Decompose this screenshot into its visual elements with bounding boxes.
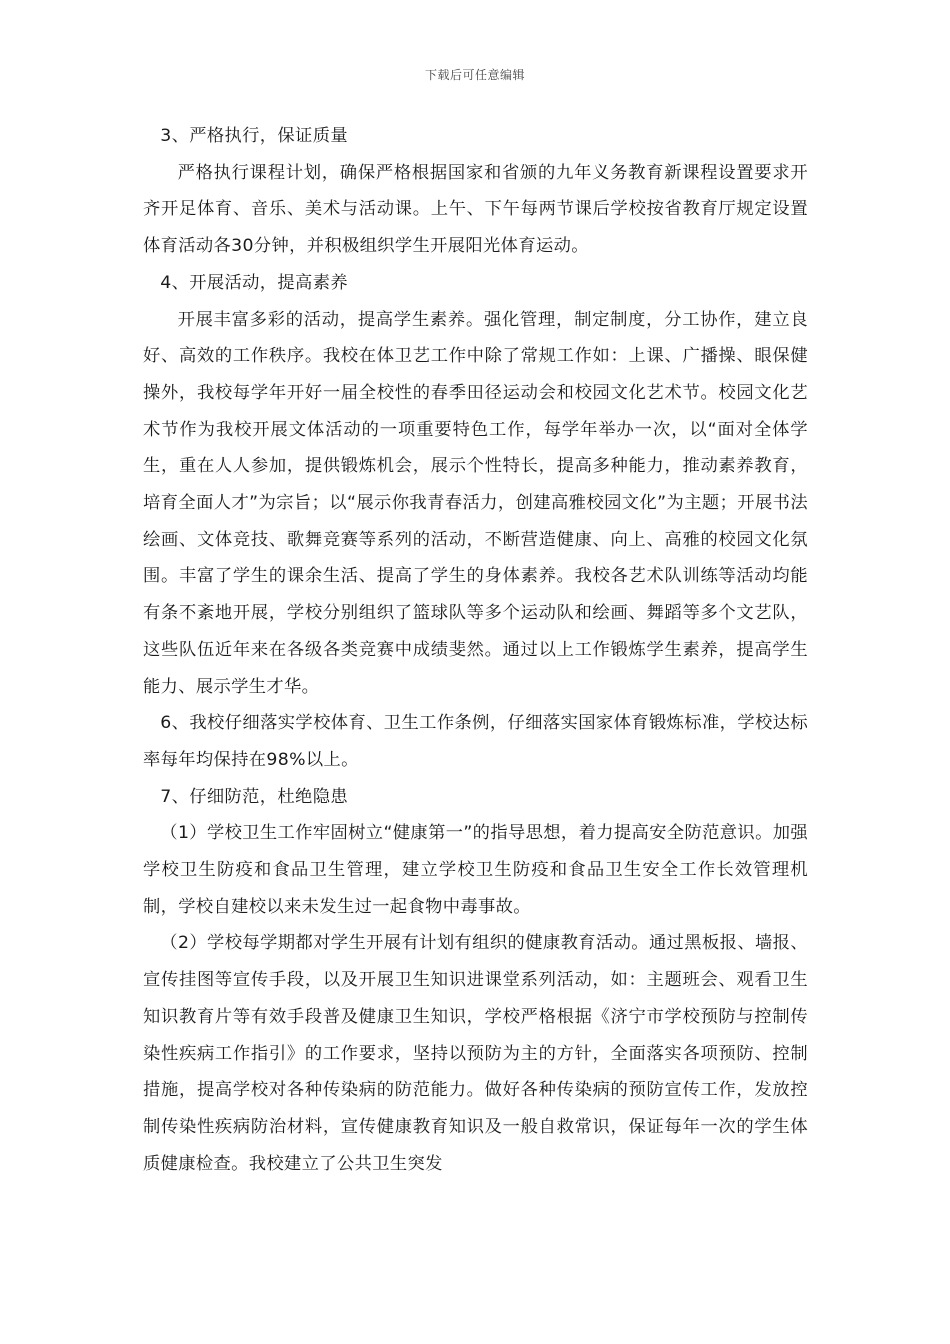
body-paragraph-activities: 开展丰富多彩的活动，提高学生素养。强化管理，制定制度，分工协作，建立良好、高效的工作秩序。我校在体卫艺工作中除了常规工作如：上课、广播操、眼保健操外，我校每学年开好一届全校性的春季田径运动会和校园文化艺术节。校园文化艺术节作为我校开展文体活动的一项重要特色工作，每学年举办一次，以“面对全体学生，重在人人参加，提供锻炼机会，展示个性特长，提高多种能力，推动素养教育，培育全面人才”为宗旨；以“展示你我青春活力，创建高雅校园文化”为主题；开展书法绘画、文体竞技、歌舞竞赛等系列的活动，不断营造健康、向上、高雅的校园文化氛围。丰富了学生的课余生活、提高了学生的身体素养。我校各艺术队训练等活动均能有条不紊地开展，学校分别组织了篮球队等多个运动队和绘画、舞蹈等多个文艺队，这些队伍近年来在各级各类竞赛中成绩斐然。通过以上工作锻炼学生素养，提高学生能力、展示学生才华。 bbox=[143, 309, 808, 697]
sub-paragraph-1: （1）学校卫生工作牢固树立“健康第一”的指导思想，着力提高安全防范意识。加强学校卫生防疫和食品卫生管理，建立学校卫生防疫和食品卫生安全工作长效管理机制，学校自建校以来未发生过一起食物中毒事故。 bbox=[143, 823, 808, 917]
page-header: 下载后可任意编辑 bbox=[424, 68, 525, 82]
section-heading-7: 7、仔细防范，杜绝隐患 bbox=[160, 786, 348, 807]
sub-paragraph-2: （2）学校每学期都对学生开展有计划有组织的健康教育活动。通过黑板报、墙报、宣传挂图等宣传手段，以及开展卫生知识进课堂系列活动，如：主题班会、观看卫生知识教育片等有效手段普及健康卫生知识，学校严格根据《济宁市学校预防与控制传染性疾病工作指引》的工作要求，坚持以预防为主的方针，全面落实各项预防、控制措施，提高学校对各种传染病的防范能力。做好各种传染病的预防宣传工作，发放控制传染性疾病防治材料，宣传健康教育知识及一般自救常识，保证每年一次的学生体质健康检查。我校建立了公共卫生突发 bbox=[143, 933, 808, 1174]
body-paragraph-course-plan: 严格执行课程计划，确保严格根据国家和省颁的九年义务教育新课程设置要求开齐开足体育、音乐、美术与活动课。上午、下午每两节课后学校按省教育厅规定设置体育活动各30分钟，并积极组织学生开展阳光体育运动。 bbox=[143, 162, 808, 257]
document-body bbox=[143, 118, 808, 1182]
section-heading-3: 3、严格执行，保证质量 bbox=[160, 126, 348, 146]
section-heading-4: 4、开展活动，提高素养 bbox=[160, 272, 348, 293]
section-item-6: 6、我校仔细落实学校体育、卫生工作条例，仔细落实国家体育锻炼标准，学校达标率每年均保持在98%以上。 bbox=[143, 713, 808, 770]
